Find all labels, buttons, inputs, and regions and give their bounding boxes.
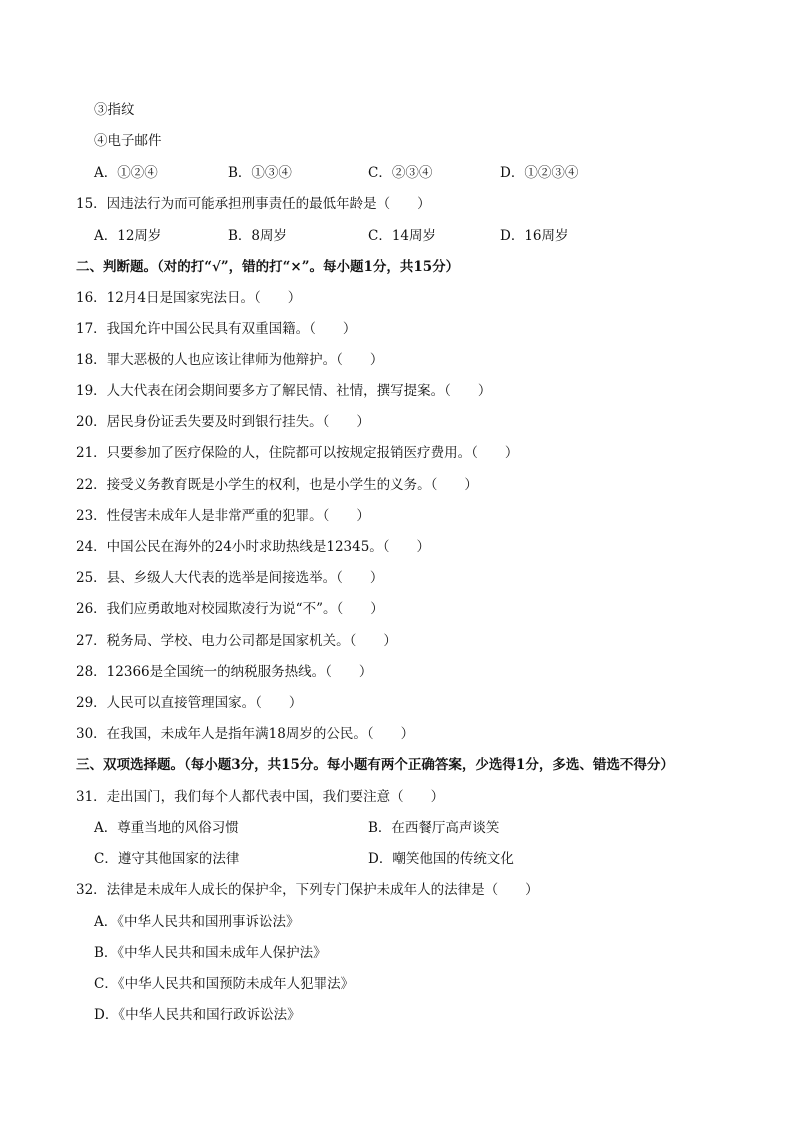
section-3-heading: 三、双项选择题。（每小题3分，共15分。每小题有两个正确答案，少选得1分，多选、错选不得分）	[76, 757, 674, 773]
judgement-item-19: 19．人大代表在闭会期间要多方了解民情、社情，撰写提案。（ ）	[76, 383, 492, 399]
q15-option-c: C．14周岁	[368, 228, 437, 244]
judgement-item-16: 16．12月4日是国家宪法日。（ ）	[76, 290, 302, 306]
judgement-item-27: 27．税务局、学校、电力公司都是国家机关。（ ）	[76, 633, 397, 649]
judgement-item-29: 29．人民可以直接管理国家。（ ）	[76, 695, 303, 711]
section-2-heading: 二、判断题。（对的打“√”，错的打“×”。每小题1分，共15分）	[76, 259, 460, 275]
q31-text: 31．走出国门，我们每个人都代表中国，我们要注意（ ）	[76, 789, 445, 805]
judgement-item-26: 26．我们应勇敢地对校园欺凌行为说“不”。（ ）	[76, 601, 384, 617]
q32-option-a: A．《中华人民共和国刑事诉讼法》	[94, 914, 300, 930]
judgement-item-22: 22．接受义务教育既是小学生的权利，也是小学生的义务。（ ）	[76, 477, 478, 493]
q15-option-a: A．12周岁	[94, 228, 162, 244]
judgement-item-21: 21．只要参加了医疗保险的人，住院都可以按规定报销医疗费用。（ ）	[76, 445, 519, 461]
q14-option-c: C．②③④	[368, 165, 433, 181]
q31-option-a: A．尊重当地的风俗习惯	[94, 820, 239, 836]
q14-option-a: A．①②④	[94, 165, 158, 181]
q15-text: 15．因违法行为而可能承担刑事责任的最低年龄是（ ）	[76, 196, 431, 212]
q31-option-c: C．遵守其他国家的法律	[94, 851, 240, 867]
q32-option-c: C．《中华人民共和国预防未成年人犯罪法》	[94, 976, 355, 992]
judgement-item-25: 25．县、乡级人大代表的选举是间接选举。（ ）	[76, 570, 384, 586]
q14-option-d: D．①②③④	[500, 165, 579, 181]
q14-item-4: ④电子邮件	[94, 133, 162, 149]
q31-option-b: B．在西餐厅高声谈笑	[368, 820, 500, 836]
q14-item-3: ③指纹	[94, 102, 135, 118]
q14-option-b: B．①③④	[228, 165, 292, 181]
judgement-item-30: 30．在我国，未成年人是指年满18周岁的公民。（ ）	[76, 726, 415, 742]
judgement-item-17: 17．我国允许中国公民具有双重国籍。（ ）	[76, 321, 357, 337]
q32-option-b: B．《中华人民共和国未成年人保护法》	[94, 945, 327, 961]
q31-option-d: D．嘲笑他国的传统文化	[368, 851, 514, 867]
q32-option-d: D．《中华人民共和国行政诉讼法》	[94, 1007, 301, 1023]
judgement-item-20: 20．居民身份证丢失要及时到银行挂失。（ ）	[76, 414, 370, 430]
q15-option-d: D．16周岁	[500, 228, 569, 244]
q32-text: 32．法律是未成年人成长的保护伞，下列专门保护未成年人的法律是（ ）	[76, 882, 539, 898]
q15-option-b: B．8周岁	[228, 228, 288, 244]
judgement-item-18: 18．罪大恶极的人也应该让律师为他辩护。（ ）	[76, 352, 384, 368]
judgement-item-28: 28．12366是全国统一的纳税服务热线。（ ）	[76, 664, 373, 680]
judgement-item-24: 24．中国公民在海外的24小时求助热线是12345。（ ）	[76, 539, 431, 555]
judgement-item-23: 23．性侵害未成年人是非常严重的犯罪。（ ）	[76, 508, 370, 524]
